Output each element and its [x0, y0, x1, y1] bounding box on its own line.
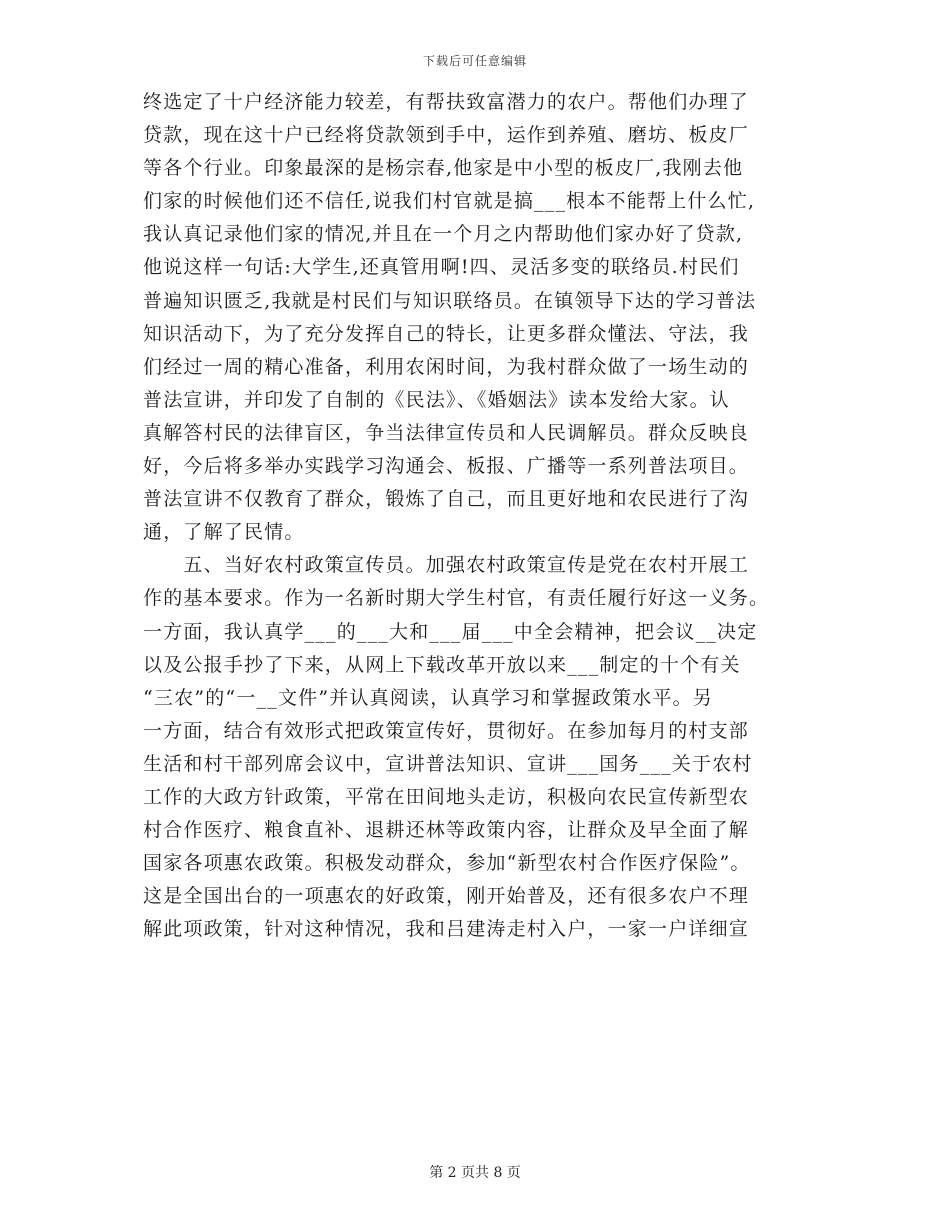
text-line: 们家的时候他们还不信任,说我们村官就是搞___根本不能帮上什么忙,	[143, 190, 756, 213]
text-line: 以及公报手抄了下来，从网上下载改革开放以来___制定的十个有关	[143, 653, 741, 676]
text-line: 工作的大政方针政策，平常在田间地头走访，积极向农民宣传新型农	[143, 785, 750, 808]
text-line: 贷款，现在这十户已经将贷款领到手中，运作到养殖、磨坊、板皮厂	[143, 124, 750, 147]
text-line: 们经过一周的精心准备，利用农闲时间，为我村群众做了一场生动的	[143, 355, 750, 378]
text-line: 生活和村干部列席会议中，宣讲普法知识、宣讲___国务___关于农村	[143, 752, 753, 775]
text-line: 作的基本要求。作为一名新时期大学生村官，有责任履行好这一义务。	[143, 587, 770, 610]
text-line: 一方面，结合有效形式把政策宣传好，贯彻好。在参加每月的村支部	[143, 719, 750, 742]
text-line: 真解答村民的法律盲区，争当法律宣传员和人民调解员。群众反映良	[143, 421, 750, 444]
page-header: 下载后可任意编辑	[422, 54, 527, 68]
text-line: 解此项政策，针对这种情况，我和吕建涛走村入户，一家一户详细宣	[143, 918, 750, 941]
text-line: 普法宣讲，并印发了自制的《民法》、《婚姻法》读本发给大家。认	[143, 388, 731, 411]
text-line: 国家各项惠农政策。积极发动群众，参加“新型农村合作医疗保险”。	[143, 852, 751, 875]
text-line: 普遍知识匮乏,我就是村民们与知识联络员。在镇领导下达的学习普法	[143, 289, 757, 312]
text-line: “三农”的“一__文件”并认真阅读，认真学习和掌握政策水平。另	[143, 686, 714, 709]
text-line: 知识活动下，为了充分发挥自己的特长，让更多群众懂法、守法，我	[143, 322, 750, 345]
text-line: 村合作医疗、粮食直补、退耕还林等政策内容，让群众及早全面了解	[143, 819, 750, 842]
text-line: 他说这样一句话:大学生,还真管用啊!四、灵活多变的联络员.村民们	[143, 256, 740, 279]
text-line: 五、当好农村政策宣传员。加强农村政策宣传是党在农村开展工	[143, 554, 750, 577]
text-line: 一方面，我认真学___的___大和___届___中全会精神，把会议__决定	[143, 620, 758, 643]
document-body	[143, 86, 805, 946]
text-line: 等各个行业。印象最深的是杨宗春,他家是中小型的板皮厂,我刚去他	[143, 157, 744, 180]
text-line: 好，今后将多举办实践学习沟通会、板报、广播等一系列普法项目。	[143, 455, 750, 478]
text-line: 通，了解了民情。	[143, 521, 305, 544]
page-footer: 第 2 页共 8 页	[429, 1165, 521, 1181]
text-line: 终选定了十户经济能力较差，有帮扶致富潜力的农户。帮他们办理了	[143, 91, 750, 113]
text-line: 普法宣讲不仅教育了群众，锻炼了自己，而且更好地和农民进行了沟	[143, 488, 750, 511]
text-line: 我认真记录他们家的情况,并且在一个月之内帮助他们家办好了贷款,	[143, 223, 744, 246]
text-line: 这是全国出台的一项惠农的好政策，刚开始普及，还有很多农户不理	[143, 885, 750, 908]
